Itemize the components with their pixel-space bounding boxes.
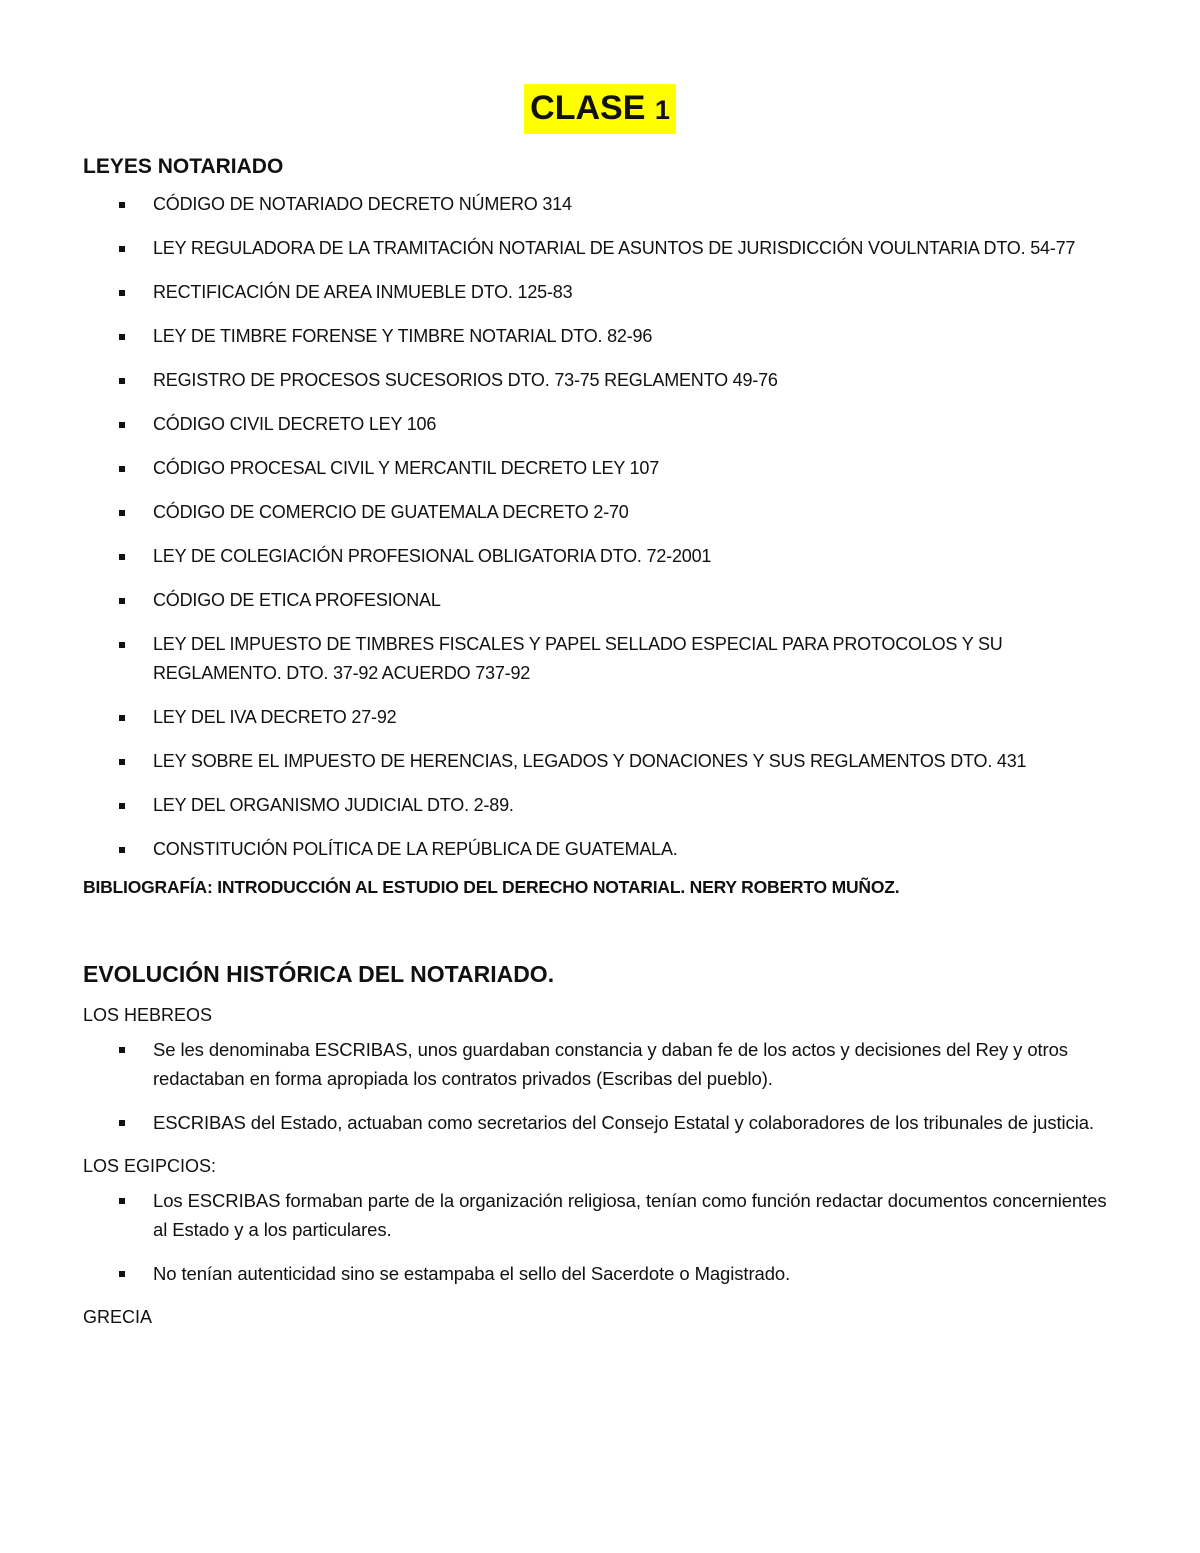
hebrews-list xyxy=(83,1035,1123,1137)
list-item-text: CÓDIGO PROCESAL CIVIL Y MERCANTIL DECRETO LEY 107 xyxy=(153,458,660,478)
square-bullet-icon xyxy=(119,847,125,853)
square-bullet-icon xyxy=(119,1047,125,1053)
list-item xyxy=(83,366,1123,395)
list-item-text: Los ESCRIBAS formaban parte de la organización religiosa, tenían como función redactar documentos concernientes al Estado y a los particulares. xyxy=(153,1190,1107,1240)
page-title xyxy=(524,84,676,134)
square-bullet-icon xyxy=(119,246,125,252)
list-item-text: CONSTITUCIÓN POLÍTICA DE LA REPÚBLICA DE GUATEMALA. xyxy=(153,839,678,859)
square-bullet-icon xyxy=(119,466,125,472)
list-item xyxy=(83,747,1123,776)
square-bullet-icon xyxy=(119,290,125,296)
list-item xyxy=(83,322,1123,351)
list-item xyxy=(83,1108,1123,1137)
square-bullet-icon xyxy=(119,1271,125,1277)
laws-heading: LEYES NOTARIADO xyxy=(83,155,284,178)
hebrews-label: LOS HEBREOS xyxy=(83,1005,213,1025)
square-bullet-icon xyxy=(119,759,125,765)
list-item xyxy=(83,835,1123,864)
list-item-text: LEY DEL IVA DECRETO 27-92 xyxy=(153,707,397,727)
square-bullet-icon xyxy=(119,803,125,809)
list-item xyxy=(83,703,1123,732)
square-bullet-icon xyxy=(119,642,125,648)
list-item xyxy=(83,586,1123,615)
egyptians-label: LOS EGIPCIOS: xyxy=(83,1156,217,1176)
list-item xyxy=(83,454,1123,483)
list-item xyxy=(83,190,1123,219)
bibliography: BIBLIOGRAFÍA: INTRODUCCIÓN AL ESTUDIO DEL DERECHO NOTARIAL. NERY ROBERTO MUÑOZ. xyxy=(83,877,900,897)
list-item-text: RECTIFICACIÓN DE AREA INMUEBLE DTO. 125-83 xyxy=(153,282,573,302)
list-item xyxy=(83,791,1123,820)
square-bullet-icon xyxy=(119,598,125,604)
list-item-text: LEY REGULADORA DE LA TRAMITACIÓN NOTARIAL DE ASUNTOS DE JURISDICCIÓN VOULNTARIA DTO. 54-77 xyxy=(153,238,1076,258)
list-item-text: LEY SOBRE EL IMPUESTO DE HERENCIAS, LEGADOS Y DONACIONES Y SUS REGLAMENTOS DTO. 431 xyxy=(153,751,1027,771)
list-item-text: LEY DEL ORGANISMO JUDICIAL DTO. 2-89. xyxy=(153,795,514,815)
list-item xyxy=(83,410,1123,439)
square-bullet-icon xyxy=(119,422,125,428)
square-bullet-icon xyxy=(119,510,125,516)
square-bullet-icon xyxy=(119,1120,125,1126)
list-item xyxy=(83,630,1123,688)
egyptians-list xyxy=(83,1186,1123,1288)
title-container xyxy=(0,84,1200,134)
list-item-text: CÓDIGO DE NOTARIADO DECRETO NÚMERO 314 xyxy=(153,194,572,214)
title-number: 1 xyxy=(654,95,670,125)
square-bullet-icon xyxy=(119,378,125,384)
title-text: CLASE xyxy=(530,89,646,127)
list-item-text: LEY DE COLEGIACIÓN PROFESIONAL OBLIGATORIA DTO. 72-2001 xyxy=(153,546,712,566)
list-item xyxy=(83,498,1123,527)
list-item-text: CÓDIGO DE ETICA PROFESIONAL xyxy=(153,590,441,610)
list-item-text: LEY DEL IMPUESTO DE TIMBRES FISCALES Y PAPEL SELLADO ESPECIAL PARA PROTOCOLOS Y SU REGLAMENTO. DTO. 37-92 ACUERDO 737-92 xyxy=(153,634,1003,683)
list-item xyxy=(83,1186,1123,1244)
square-bullet-icon xyxy=(119,202,125,208)
list-item xyxy=(83,278,1123,307)
document-body xyxy=(83,150,1123,1337)
list-item xyxy=(83,234,1123,263)
square-bullet-icon xyxy=(119,334,125,340)
greece-label: GRECIA xyxy=(83,1307,153,1327)
history-heading: EVOLUCIÓN HISTÓRICA DEL NOTARIADO. xyxy=(83,961,555,987)
list-item xyxy=(83,542,1123,571)
laws-list xyxy=(83,190,1123,864)
list-item-text: LEY DE TIMBRE FORENSE Y TIMBRE NOTARIAL DTO. 82-96 xyxy=(153,326,653,346)
list-item-text: REGISTRO DE PROCESOS SUCESORIOS DTO. 73-75 REGLAMENTO 49-76 xyxy=(153,370,778,390)
square-bullet-icon xyxy=(119,554,125,560)
list-item-text: CÓDIGO DE COMERCIO DE GUATEMALA DECRETO 2-70 xyxy=(153,502,629,522)
list-item-text: No tenían autenticidad sino se estampaba el sello del Sacerdote o Magistrado. xyxy=(153,1263,791,1284)
list-item-text: ESCRIBAS del Estado, actuaban como secretarios del Consejo Estatal y colaboradores de los tribunales de justicia. xyxy=(153,1112,1094,1133)
square-bullet-icon xyxy=(119,1198,125,1204)
list-item xyxy=(83,1259,1123,1288)
square-bullet-icon xyxy=(119,715,125,721)
list-item-text: Se les denominaba ESCRIBAS, unos guardaban constancia y daban fe de los actos y decisiones del Rey y otros redactaban en forma apropiada los contratos privados (Escribas del pueblo). xyxy=(153,1039,1068,1089)
list-item-text: CÓDIGO CIVIL DECRETO LEY 106 xyxy=(153,414,437,434)
list-item xyxy=(83,1035,1123,1093)
